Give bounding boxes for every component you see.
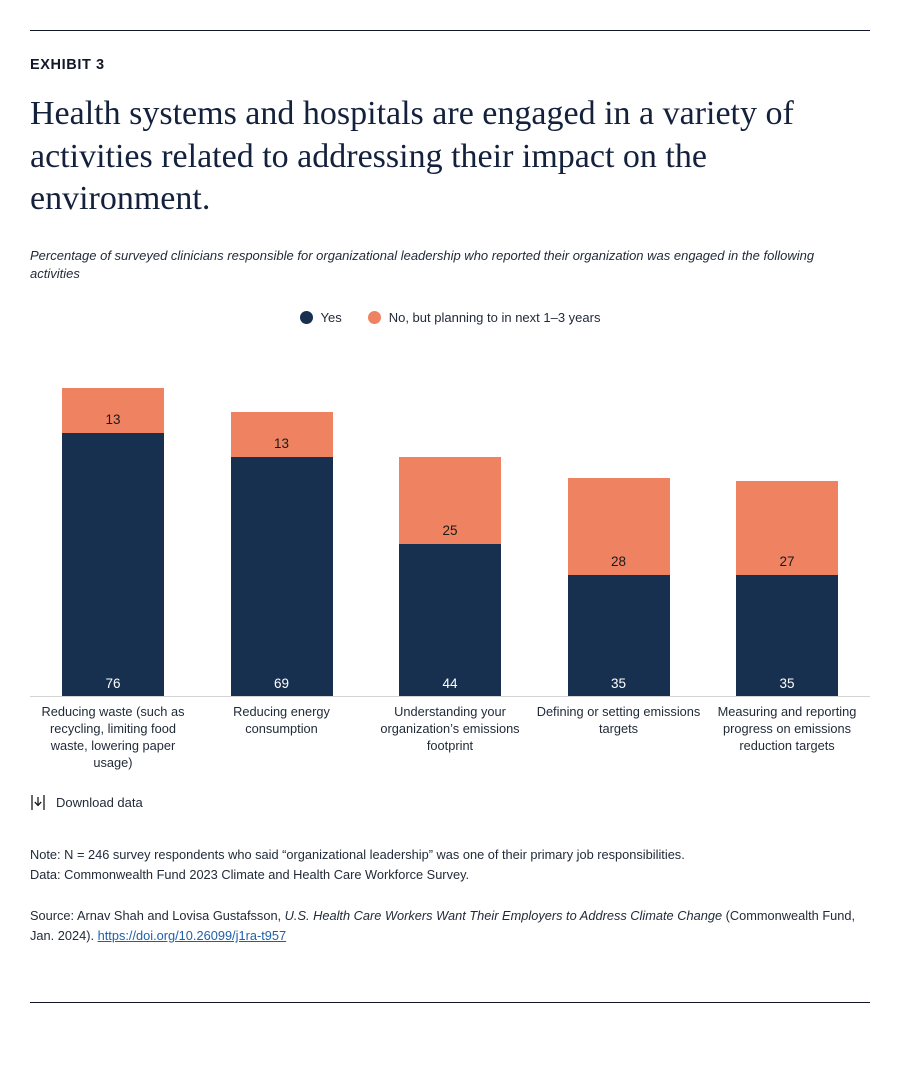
stacked-bar-chart: [30, 337, 870, 697]
bar-value-yes: 35: [779, 675, 795, 691]
note-line-1: Note: N = 246 survey respondents who said “organizational leadership” was one of their primary job responsibilities.: [30, 846, 685, 862]
bar-group[interactable]: [704, 481, 870, 697]
chart-notes: [30, 845, 860, 885]
bar-value-yes: 44: [442, 675, 458, 691]
download-data-button[interactable]: [30, 794, 143, 811]
bar-value-planning: 25: [442, 522, 458, 538]
bar-value-planning: 13: [273, 435, 290, 451]
bar-segment-planning[interactable]: [399, 457, 501, 544]
bar-segment-yes[interactable]: [568, 575, 670, 697]
bar-value-planning: 27: [779, 553, 795, 569]
legend-item-yes[interactable]: [300, 310, 342, 325]
bar-segment-yes[interactable]: [62, 433, 164, 697]
source-middle: (Commonwealth Fund, Jan. 2024).: [30, 908, 856, 944]
legend-label-yes: Yes: [320, 310, 342, 326]
bar-segment-yes[interactable]: [399, 544, 501, 697]
category-label: Reducing waste (such as recycling, limiting food waste, lowering paper usage): [41, 704, 185, 770]
bar-segment-planning[interactable]: [231, 412, 333, 457]
download-data-label: Download data: [56, 794, 143, 810]
legend-label-planning: No, but planning to in next 1–3 years: [388, 310, 601, 326]
legend-swatch-icon: [368, 311, 381, 324]
bar-segment-yes[interactable]: [736, 575, 838, 697]
legend-item-planning[interactable]: [368, 310, 601, 325]
chart-legend: [30, 310, 870, 325]
bar-value-planning: 28: [610, 553, 627, 569]
source-title: U.S. Health Care Workers Want Their Employers to Address Climate Change: [284, 908, 723, 924]
bar-group[interactable]: [367, 457, 533, 697]
bar-value-yes: 35: [610, 675, 627, 691]
bar-value-yes: 69: [273, 675, 290, 691]
exhibit-page: [0, 30, 900, 1067]
bar-value-planning: 13: [105, 411, 121, 427]
exhibit-label: EXHIBIT 3: [30, 57, 105, 73]
bar-group[interactable]: [30, 388, 196, 697]
bottom-divider: [30, 1002, 870, 1003]
source-doi-link[interactable]: https://doi.org/10.26099/j1ra-t957: [97, 928, 287, 944]
bar-group[interactable]: [199, 412, 365, 697]
category-label: Defining or setting emissions targets: [536, 704, 701, 737]
category-label: Reducing energy consumption: [233, 704, 330, 737]
note-line-2: Data: Commonwealth Fund 2023 Climate and Health Care Workforce Survey.: [30, 866, 470, 882]
page-title: Health systems and hospitals are engaged in a variety of activities related to addressing their impact on the environment.: [30, 95, 794, 217]
bar-group[interactable]: [536, 478, 702, 697]
chart-baseline: [30, 696, 870, 697]
chart-source: [30, 906, 860, 946]
source-prefix: Source: Arnav Shah and Lovisa Gustafsson,: [30, 908, 285, 924]
bar-segment-planning[interactable]: [568, 478, 670, 575]
bar-segment-yes[interactable]: [231, 457, 333, 697]
legend-swatch-icon: [300, 311, 313, 324]
bar-series-container: [30, 337, 870, 697]
category-axis: [30, 704, 870, 772]
chart-subtitle: Percentage of surveyed clinicians responsible for organizational leadership who reported their organization was engaged in the following activities: [30, 247, 815, 282]
top-divider: [30, 30, 870, 31]
category-label: Understanding your organization’s emissions footprint: [380, 704, 520, 753]
bar-value-yes: 76: [105, 675, 121, 691]
bar-segment-planning[interactable]: [62, 388, 164, 433]
download-icon: [30, 794, 46, 811]
category-label: Measuring and reporting progress on emissions reduction targets: [717, 704, 857, 753]
bar-segment-planning[interactable]: [736, 481, 838, 575]
